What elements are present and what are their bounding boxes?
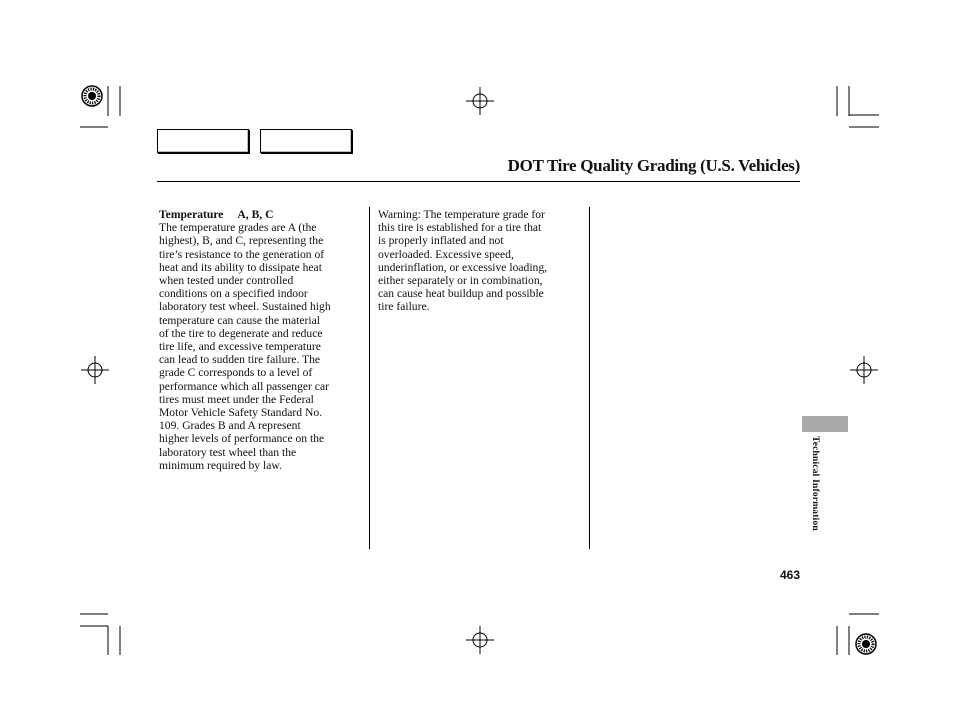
text-line: temperature can cause the material	[159, 313, 320, 327]
text-line: laboratory test wheel. Sustained high	[159, 300, 331, 314]
page-title: DOT Tire Quality Grading (U.S. Vehicles)	[507, 156, 800, 175]
text-line: conditions on a specified indoor	[159, 287, 308, 301]
text-line: either separately or in combination,	[378, 274, 543, 288]
text-line: of the tire to degenerate and reduce	[159, 326, 323, 340]
left-body-text	[159, 221, 364, 472]
column-divider-left	[369, 207, 370, 549]
text-line: tires must meet under the Federal	[159, 392, 314, 406]
text-line: tire failure.	[378, 300, 430, 314]
heading-label: Temperature	[159, 208, 224, 221]
content-column-right	[378, 208, 583, 314]
text-line: when tested under controlled	[159, 274, 294, 288]
text-line: overloaded. Excessive speed,	[378, 247, 514, 261]
section-label: Technical Information	[810, 436, 820, 531]
text-line: underinflation, or excessive loading,	[378, 260, 548, 274]
text-line: laboratory test wheel than the	[159, 445, 297, 459]
text-line: Warning: The temperature grade for	[378, 208, 545, 221]
text-line: can lead to sudden tire failure. The	[159, 353, 321, 367]
text-line: this tire is established for a tire that	[378, 221, 542, 235]
heading-grades: A, B, C	[237, 208, 274, 221]
nav-button-previous[interactable]	[157, 129, 249, 153]
text-line: tire’s resistance to the generation of	[159, 247, 325, 261]
text-line: can cause heat buildup and possible	[378, 287, 544, 301]
text-line: highest), B, and C, representing the	[159, 234, 324, 248]
column-divider-right	[589, 207, 590, 549]
text-line: performance which all passenger car	[159, 379, 329, 393]
page-number: 463	[779, 568, 800, 582]
text-line: is properly inflated and not	[378, 234, 504, 248]
text-line: tire life, and excessive temperature	[159, 340, 321, 354]
text-line: higher levels of performance on the	[159, 432, 325, 446]
text-line: 109. Grades B and A represent	[159, 419, 301, 433]
section-tab	[802, 416, 848, 432]
section-heading	[159, 208, 364, 221]
warning-text	[378, 208, 583, 314]
nav-button-next[interactable]	[260, 129, 352, 153]
text-line: The temperature grades are A (the	[159, 221, 317, 235]
header-rule	[157, 181, 800, 182]
text-line: minimum required by law.	[159, 458, 282, 472]
text-line: grade C corresponds to a level of	[159, 366, 313, 380]
content-column-left	[159, 208, 364, 472]
registration-target-top-left	[82, 86, 102, 106]
text-line: heat and its ability to dissipate heat	[159, 260, 322, 274]
registration-target-bottom-right	[856, 634, 876, 654]
text-line: Motor Vehicle Safety Standard No.	[159, 406, 323, 420]
